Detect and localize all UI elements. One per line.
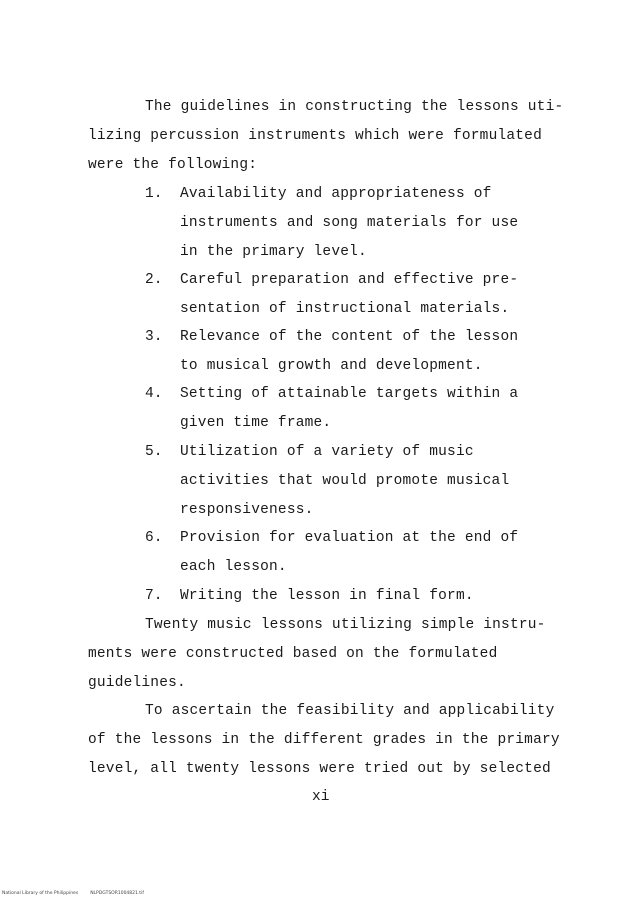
guideline-number-5: 5. <box>145 444 163 460</box>
guideline-2-line-1: Careful preparation and effective pre- <box>180 272 519 288</box>
footer-library: National Library of the Philippines <box>2 891 79 896</box>
page-number: xi <box>312 789 330 805</box>
intro-line-3: were the following: <box>88 157 258 173</box>
guideline-number-3: 3. <box>145 329 163 345</box>
guideline-5-line-1: Utilization of a variety of music <box>180 444 474 460</box>
guideline-number-2: 2. <box>145 272 163 288</box>
guideline-number-7: 7. <box>145 588 163 604</box>
guideline-5-line-3: responsiveness. <box>180 502 314 518</box>
guideline-1-line-3: in the primary level. <box>180 244 367 260</box>
intro-line-1: The guidelines in constructing the lessons uti- <box>145 99 564 115</box>
paragraph3-line-3: level, all twenty lessons were tried out by selected <box>88 761 551 777</box>
paragraph3-line-2: of the lessons in the different grades in the primary <box>88 732 560 748</box>
guideline-5-line-2: activities that would promote musical <box>180 473 510 489</box>
paragraph3-line-1: To ascertain the feasibility and applicability <box>145 703 555 719</box>
guideline-4-line-1: Setting of attainable targets within a <box>180 386 519 402</box>
guideline-3-line-1: Relevance of the content of the lesson <box>180 329 519 345</box>
guideline-3-line-2: to musical growth and development. <box>180 358 483 374</box>
guideline-6-line-1: Provision for evaluation at the end of <box>180 530 519 546</box>
footer-code: NLPDGTSOR1004821.tif <box>90 891 144 896</box>
intro-line-2: lizing percussion instruments which were formulated <box>88 128 542 144</box>
guideline-1-line-1: Availability and appropriateness of <box>180 186 492 202</box>
scan-footer <box>2 891 144 897</box>
guideline-1-line-2: instruments and song materials for use <box>180 215 519 231</box>
guideline-6-line-2: each lesson. <box>180 559 287 575</box>
guideline-number-6: 6. <box>145 530 163 546</box>
paragraph2-line-3: guidelines. <box>88 675 186 691</box>
paragraph2-line-1: Twenty music lessons utilizing simple instru- <box>145 617 546 633</box>
guideline-4-line-2: given time frame. <box>180 415 332 431</box>
paragraph2-line-2: ments were constructed based on the formulated <box>88 646 498 662</box>
guideline-number-4: 4. <box>145 386 163 402</box>
guideline-number-1: 1. <box>145 186 163 202</box>
guideline-7-line-1: Writing the lesson in final form. <box>180 588 474 604</box>
guideline-2-line-2: sentation of instructional materials. <box>180 301 510 317</box>
